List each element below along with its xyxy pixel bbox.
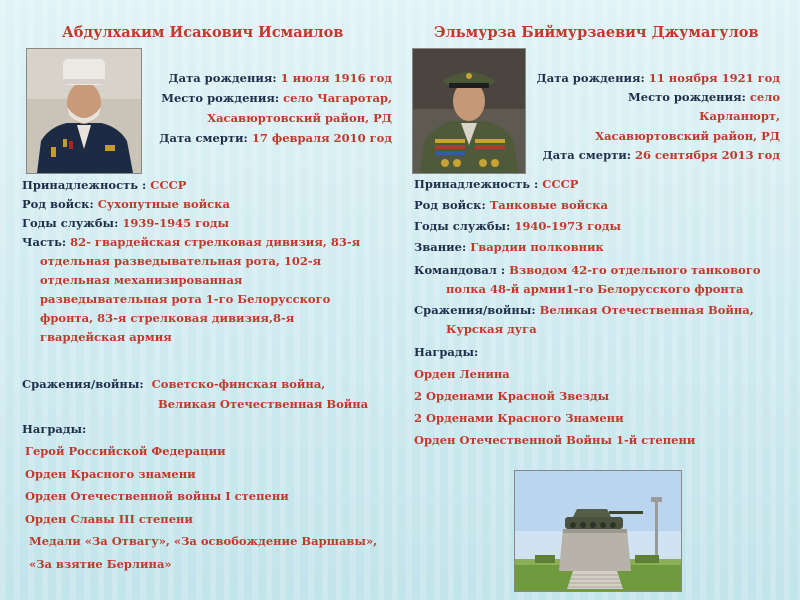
right-birth-place-1: село bbox=[749, 90, 780, 104]
right-award-item: 2 Орденами Красной Звезды bbox=[414, 389, 610, 403]
left-battles-row bbox=[22, 374, 402, 394]
right-rank-row bbox=[414, 237, 794, 258]
left-unit-5: фронта, 83-я стрелковая дивизия,8-я bbox=[40, 311, 295, 325]
right-branch-row bbox=[414, 195, 794, 216]
left-years: 1939-1945 годы bbox=[122, 216, 230, 230]
right-death-date: 26 сентября 2013 год bbox=[635, 148, 780, 162]
right-command-2: полка 48-й армии1-го Белорусского фронта bbox=[446, 282, 744, 296]
right-birth-date-row bbox=[526, 68, 780, 88]
right-command-label: Командовал : bbox=[414, 263, 506, 277]
right-affiliation: СССР bbox=[542, 177, 579, 191]
left-battles-label: Сражения/войны: bbox=[22, 377, 144, 391]
right-command-row bbox=[414, 261, 794, 280]
right-rank-label: Звание: bbox=[414, 240, 467, 254]
left-portrait-photo bbox=[26, 48, 142, 174]
right-years-row bbox=[414, 216, 794, 237]
left-battles bbox=[22, 374, 402, 414]
right-death-date-row bbox=[526, 146, 780, 164]
left-birth-place-row bbox=[140, 88, 392, 108]
right-battles-row bbox=[414, 301, 794, 320]
right-branch: Танковые войска bbox=[489, 198, 608, 212]
right-birth-place-row bbox=[526, 88, 780, 106]
right-death-date-label: Дата смерти: bbox=[542, 148, 632, 162]
left-birth-date-label: Дата рождения: bbox=[168, 71, 277, 85]
left-award-item: Орден Отечественной войны I степени bbox=[25, 489, 289, 503]
left-unit-row bbox=[22, 233, 402, 252]
left-birth-place-1: село Чагаротар, bbox=[283, 91, 392, 105]
left-award-item: «За взятие Берлина» bbox=[29, 556, 172, 571]
left-affiliation-row bbox=[22, 176, 402, 195]
left-years-row bbox=[22, 214, 402, 233]
left-affiliation: СССР bbox=[150, 178, 187, 192]
right-award-item: Орден Отечественной Войны 1-й степени bbox=[414, 433, 696, 447]
right-birth-place-3: Хасавюртовский район, РД bbox=[595, 129, 780, 143]
right-battles-1: Великая Отечественная Война, bbox=[539, 303, 754, 317]
left-death-date-row bbox=[140, 128, 392, 148]
right-birth-place-label: Место рождения: bbox=[628, 90, 746, 104]
tank-monument-photo bbox=[514, 470, 682, 592]
right-rank: Гвардии полковник bbox=[470, 240, 604, 254]
left-unit-6: гвардейская армия bbox=[40, 330, 172, 344]
left-award-item: Орден Красного знамени bbox=[25, 466, 196, 481]
right-branch-label: Род войск: bbox=[414, 198, 486, 212]
right-portrait-photo bbox=[412, 48, 526, 174]
right-battles-label: Сражения/войны: bbox=[414, 303, 536, 317]
left-unit-3: отдельная механизированная bbox=[40, 273, 243, 287]
left-awards bbox=[22, 418, 402, 575]
left-death-date: 17 февраля 2010 год bbox=[251, 131, 392, 145]
left-award-item: Орден Славы III степени bbox=[25, 511, 193, 526]
left-birth-date-row bbox=[140, 68, 392, 88]
left-death-date-label: Дата смерти: bbox=[159, 131, 248, 145]
left-unit-1: 82- гвардейская стрелковая дивизия, 83-я bbox=[70, 235, 361, 249]
left-awards-label: Награды: bbox=[22, 422, 87, 436]
left-affiliation-label: Принадлежность : bbox=[22, 178, 147, 192]
left-battles-2: Великая Отечественная Война bbox=[158, 397, 369, 411]
left-years-label: Годы службы: bbox=[22, 216, 119, 230]
left-person-name: Абдулхаким Исакович Исмаилов bbox=[62, 24, 344, 41]
left-branch-label: Род войск: bbox=[22, 197, 94, 211]
left-body bbox=[22, 176, 402, 347]
left-award-item: Медали «За Отвагу», «За освобождение Варшавы», bbox=[29, 534, 378, 548]
right-birth-date-label: Дата рождения: bbox=[536, 71, 645, 85]
left-birth-date: 1 июля 1916 год bbox=[280, 71, 392, 85]
right-battles-2: Курская дуга bbox=[446, 322, 537, 336]
right-affiliation-row bbox=[414, 174, 794, 195]
left-unit-4: разведывательная рота 1-го Белорусского bbox=[40, 292, 331, 306]
left-branch-row bbox=[22, 195, 402, 214]
right-years: 1940-1973 годы bbox=[514, 219, 622, 233]
right-body bbox=[414, 174, 794, 451]
right-birth-date: 11 ноября 1921 год bbox=[648, 71, 780, 85]
right-affiliation-label: Принадлежность : bbox=[414, 177, 539, 191]
left-battles-1: Советско-финская война, bbox=[151, 377, 326, 391]
left-branch: Сухопутные войска bbox=[97, 197, 230, 211]
left-birth-place-2: Хасавюртовский район, РД bbox=[207, 111, 392, 125]
right-award-item: Орден Ленина bbox=[414, 367, 510, 381]
left-award-item: Герой Российской Федерации bbox=[25, 444, 226, 458]
right-birth-place-2: Карланюрт, bbox=[699, 109, 780, 123]
right-years-label: Годы службы: bbox=[414, 219, 511, 233]
right-person-name: Эльмурза Биймурзаевич Джумагулов bbox=[434, 24, 759, 41]
left-birth-place-label: Место рождения: bbox=[161, 91, 280, 105]
left-unit-label: Часть: bbox=[22, 235, 67, 249]
right-command-1: Взводом 42-го отдельного танкового bbox=[509, 263, 761, 277]
left-unit-2: отдельная разведывательная рота, 102-я bbox=[40, 254, 322, 268]
right-award-item: 2 Орденами Красного Знамени bbox=[414, 411, 624, 425]
right-header-details bbox=[526, 68, 780, 164]
left-header-details bbox=[140, 68, 392, 148]
right-awards-label: Награды: bbox=[414, 345, 479, 359]
